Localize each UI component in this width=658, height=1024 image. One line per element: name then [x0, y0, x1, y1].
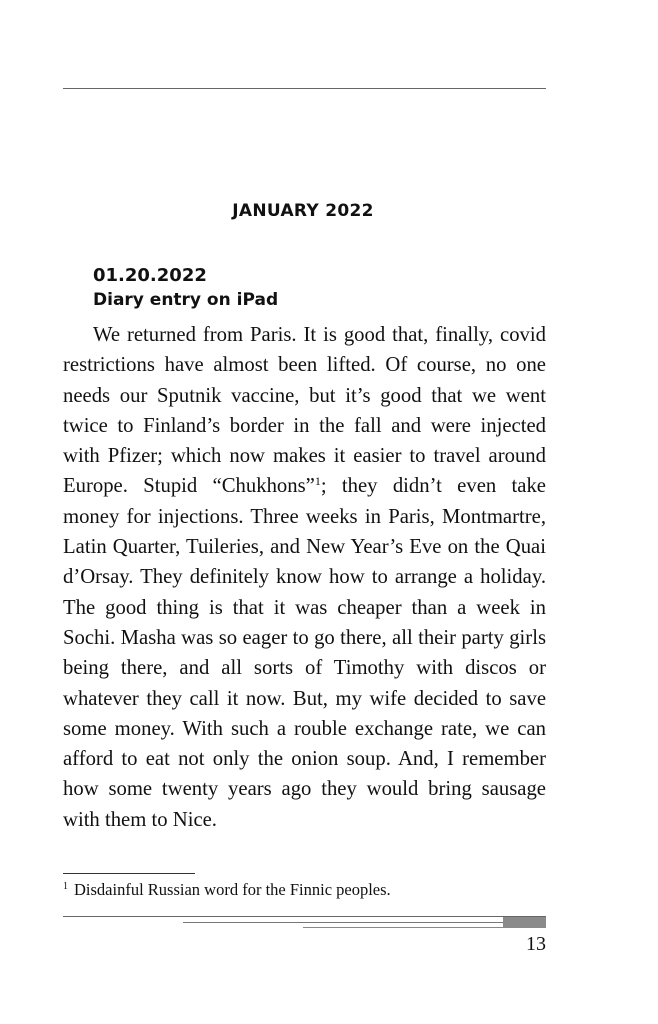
- footnote-separator: [63, 873, 195, 874]
- footer-ornament-block: [503, 917, 546, 928]
- page-number: 13: [526, 933, 546, 955]
- footnote-text: Disdainful Russian word for the Finnic peoples.: [74, 880, 391, 899]
- footer-rule-short: [303, 927, 503, 928]
- footer-rule-long: [63, 916, 546, 917]
- footnote: [63, 880, 546, 900]
- entry-body-text-part-1: We returned from Paris. It is good that, finally, covid restrictions have almost been lifted. Of course, no one needs our Sputnik vaccine, but it’s good that we went twice to Finland’s border in the fall and were injected with Pfizer; which now makes it easier to travel around Europe. Stupid “Chukhons”: [63, 324, 546, 498]
- header-rule: [63, 88, 546, 89]
- entry-body-text-part-2: ; they didn’t even take money for injections. Three weeks in Paris, Montmartre, Latin Quarter, Tuileries, and New Year’s Eve on the Quai d’Orsay. They definitely know how to arrange a holiday. The good thing is that it was cheaper than a week in Sochi. Masha was so eager to go there, all their party girls being there, and all sorts of Timothy with discos or whatever they call it now. But, my wife decided to save some money. With such a rouble exchange rate, we can afford to eat not only the onion soup. And, I remember how some twenty years ago they would bring sausage with them to Nice.: [63, 475, 546, 831]
- entry-subtitle: Diary entry on iPad: [93, 290, 279, 310]
- footnote-marker: 1: [63, 881, 68, 892]
- footnote-reference: 1: [314, 474, 321, 489]
- footer-rule-medium: [183, 922, 503, 923]
- entry-body: [63, 320, 546, 835]
- entry-date: 01.20.2022: [93, 265, 207, 286]
- chapter-title: JANUARY 2022: [232, 201, 374, 221]
